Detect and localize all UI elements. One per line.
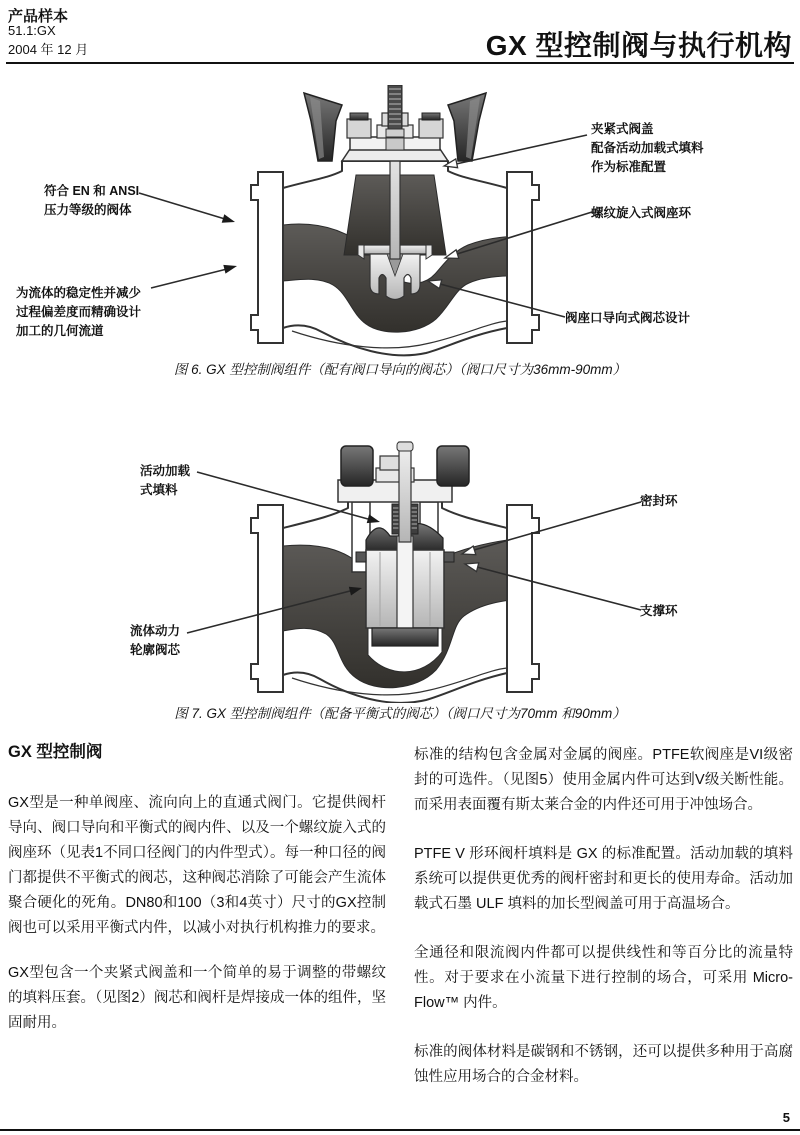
paragraph-right-4: 标准的阀体材料是碳钢和不锈钢，还可以提供多种用于高腐蚀性应用场合的合金材料。 [414,1044,793,1085]
footer-rule [0,1129,800,1131]
label-flow-geometry: 为流体的稳定性并减少 过程偏差度而精确设计 加工的几何流道 [16,286,142,338]
paragraph-left-1: GX型是一种单阀座、流向向上的直通式阀门。它提供阀杆导向、阀口导向和平衡式的阀内件、以及一个螺纹旋入式的阀座环（见表1不同口径阀门的内件型式）。每一种口径的阀门都提供不平衡式的阀芯，这种阀芯消除了可能会产生流体聚合硬化的死角。DN80和100（3和4英寸）尺寸的GX控制阀也可以采用平衡式内件，以减小对执行机构推力的要求。 [8,795,386,936]
label-seal-ring: 密封环 [640,494,678,508]
label-body-rating: 符合 EN 和 ANSI 压力等级的阀体 [44,184,140,217]
label-live-loaded-packing: 活动加载 式填料 [140,464,191,497]
paragraph-right-2: PTFE V 形环阀杆填料是 GX 的标准配置。活动加载的填料系统可以提供更优秀的阀杆密封和更长的使用寿命。活动加载式石墨 ULF 填料的加长型阀盖可用于高温场合。 [414,846,793,912]
seal-ring-right [444,552,454,562]
paragraph-right-3: 全通径和限流阀内件都可以提供线性和等百分比的流量特性。对于要求在小流量下进行控制的场合，可采用 Micro-Flow™ 内件。 [414,945,793,1011]
plug-retainer [372,628,438,646]
stem-tube [397,536,413,628]
doc-type: 产品样本 [8,8,69,25]
body-right-column [414,743,793,1114]
figure7-caption: 图 7. GX 型控制阀组件（配备平衡式的阀芯）（阀口尺寸为70mm 和90mm） [174,706,626,721]
section-title: GX 型控制阀 [8,743,103,761]
clamp-left [341,446,373,486]
valve-stem [399,442,411,542]
seal-ring-left [356,552,366,562]
doc-date: 2004 年 12 月 [8,42,89,57]
valve-diagram-balanced [8,440,792,703]
label-clamped-bonnet: 夹紧式阀盖 配备活动加载式填料 作为标准配置 [591,122,704,174]
paragraph-left-2: GX型包含一个夹紧式阀盖和一个简单的易于调整的带螺纹的填料压套。（见图2）阀芯和阀杆是焊接成一体的组件，坚固耐用。 [8,965,386,1031]
clamp-right [437,446,469,486]
body-left-column [8,740,386,1056]
header-rule [6,62,794,64]
left-flange [251,172,283,343]
valve-body-group [251,85,539,355]
label-dynamic-plug: 流体动力 轮廓阀芯 [130,624,181,657]
label-seat-ring: 螺纹旋入式阀座环 [591,206,692,220]
figure6-caption: 图 6. GX 型控制阀组件（配有阀口导向的阀芯）（阀口尺寸为36mm-90mm） [173,362,627,377]
bonnet-plate [342,149,448,161]
paragraph-right-1: 标准的结构包含金属对金属的阀座。PTFE软阀座是VI级密封的可选件。（见图5）使用金属内件可达到V级关断性能。而采用表面覆有斯太莱合金的内件还可用于冲蚀场合。 [414,747,793,813]
right-flange [507,172,539,343]
label-port-guided-plug: 阀座口导向式阀芯设计 [565,311,691,325]
page-number: 5 [782,1110,790,1125]
doc-number: 51.1:GX [8,23,56,38]
label-backup-ring: 支撑环 [640,604,678,618]
left-flange [251,505,283,692]
page-title: GX 型控制阀与执行机构 [485,30,792,61]
